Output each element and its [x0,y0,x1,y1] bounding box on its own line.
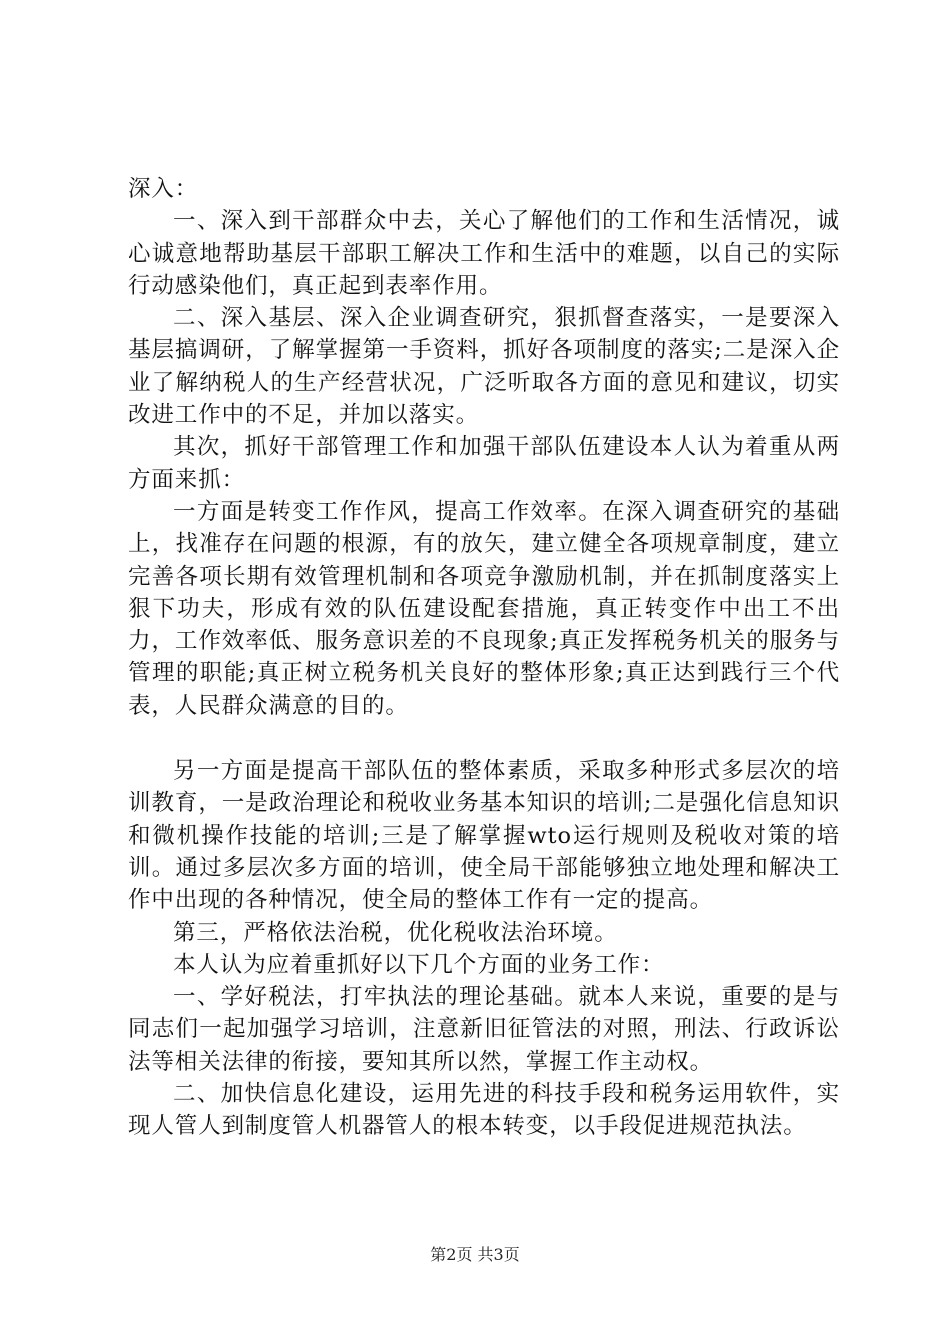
paragraph-third-heading: 第三，严格依法治税，优化税收法治环境。 [173,919,618,946]
paragraph-informatization: 二、加快信息化建设，运用先进的科技手段和税务运用软件，实现人管人到制度管人机器管人的根本转变，以手段促进规范执法。 [128,1081,840,1140]
paragraph-learn-law: 一、学好税法，打牢执法的理论基础。就本人来说，重要的是与同志们一起加强学习培训，注意新旧征管法的对照，刑法、行政诉讼法等相关法律的衔接，要知其所以然，掌握工作主动权。 [128,984,840,1075]
paragraph-focus: 本人认为应着重抓好以下几个方面的业务工作： [173,951,665,978]
paragraph-work-style: 一方面是转变工作作风，提高工作效率。在深入调查研究的基础上，找准存在问题的根源，有的放矢，建立健全各项规章制度，建立完善各项长期有效管理机制和各项竞争激励机制，并在抓制度落实上狠下功夫，形成有效的队伍建设配套措施，真正转变作中出工不出力，工作效率低、服务意识差的不良现象;真正发挥税务机关的服务与管理的职能;真正树立税务机关良好的整体形象;真正达到践行三个代表，人民群众满意的目的。 [128,498,840,719]
paragraph-quality: 另一方面是提高干部队伍的整体素质，采取多种形式多层次的培训教育，一是政治理论和税收业务基本知识的培训;二是强化信息知识和微机操作技能的培训;三是了解掌握wto运行规则及税收对策的培训。通过多层次多方面的培训，使全局干部能够独立地处理和解决工作中出现的各种情况，使全局的整体工作有一定的提高。 [128,758,840,914]
paragraph-point-1: 一、深入到干部群众中去，关心了解他们的工作和生活情况，诚心诚意地帮助基层干部职工解决工作和生活中的难题，以自己的实际行动感染他们，真正起到表率作用。 [128,208,840,299]
paragraph-point-2: 二、深入基层、深入企业调查研究，狠抓督查落实，一是要深入基层搞调研，了解掌握第一手资料，抓好各项制度的落实;二是深入企业了解纳税人的生产经营状况，广泛听取各方面的意见和建议，切实改进工作中的不足，并加以落实。 [128,305,840,429]
paragraph-intro: 深入： [128,176,199,202]
document-body [128,173,840,1143]
paragraph-second-heading: 其次，抓好干部管理工作和加强干部队伍建设本人认为着重从两方面来抓： [128,434,840,493]
page-number: 第2页 共3页 [430,1245,520,1264]
